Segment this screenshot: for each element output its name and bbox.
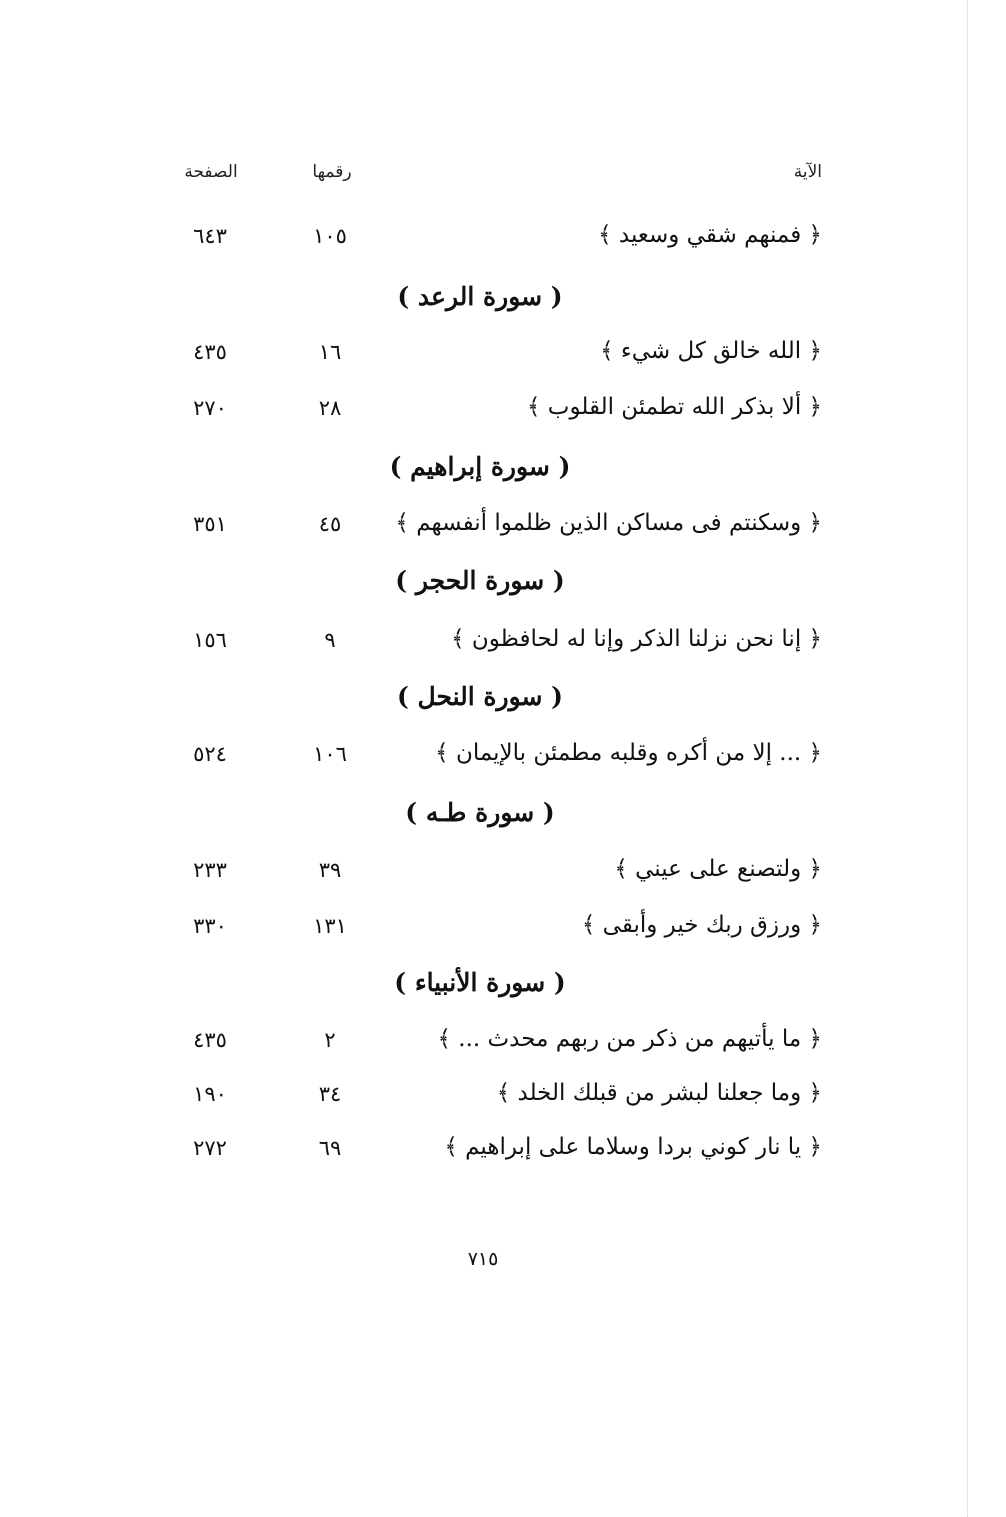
table-row xyxy=(0,1026,1006,1066)
page-reference: ٣٣٠ xyxy=(193,914,227,938)
table-row xyxy=(0,510,1006,550)
page-reference: ٤٣٥ xyxy=(193,1028,227,1052)
page-reference: ٢٣٣ xyxy=(193,858,227,882)
ayah-text: ﴿ ما يأتيهم من ذكر من ربهم محدث ... ﴾ xyxy=(437,1026,822,1052)
table-row xyxy=(0,1080,1006,1120)
table-row xyxy=(0,338,1006,378)
table-row xyxy=(0,222,1006,262)
scan-edge-line xyxy=(967,0,968,1517)
table-row xyxy=(0,626,1006,666)
page-reference: ٢٧٢ xyxy=(193,1136,227,1160)
page-reference: ٣٥١ xyxy=(193,512,227,536)
ayah-number: ١٦ xyxy=(318,340,342,364)
ayah-number: ١٠٥ xyxy=(313,224,347,248)
surah-heading: ( سورة إبراهيم ) xyxy=(389,452,571,481)
page-reference: ٢٧٠ xyxy=(193,396,227,420)
ayah-text: ﴿ وما جعلنا لبشر من قبلك الخلد ﴾ xyxy=(496,1080,822,1106)
ayah-text: ﴿ يا نار كوني بردا وسلاما على إبراهيم ﴾ xyxy=(444,1134,822,1160)
ayah-text: ﴿ الله خالق كل شيء ﴾ xyxy=(600,338,822,364)
table-row xyxy=(0,912,1006,952)
column-header-number: رقمها xyxy=(312,162,352,182)
page-reference: ١٥٦ xyxy=(193,628,227,652)
surah-heading: ( سورة الأنبياء ) xyxy=(394,968,566,997)
ayah-text: ﴿ ... إلا من أكره وقلبه مطمئن بالإيمان ﴾ xyxy=(435,740,822,766)
table-row xyxy=(0,856,1006,896)
ayah-text: ﴿ وسكنتم فى مساكن الذين ظلموا أنفسهم ﴾ xyxy=(395,510,822,536)
table-row xyxy=(0,394,1006,434)
ayah-text: ﴿ ألا بذكر الله تطمئن القلوب ﴾ xyxy=(527,394,822,420)
ayah-number: ٣٤ xyxy=(318,1082,342,1106)
ayah-number: ٢ xyxy=(324,1028,336,1052)
ayah-text: ﴿ فمنهم شقي وسعيد ﴾ xyxy=(598,222,822,248)
ayah-number: ٢٨ xyxy=(318,396,342,420)
surah-heading: ( سورة طـه ) xyxy=(405,798,555,827)
page-reference: ٥٢٤ xyxy=(193,742,227,766)
table-row xyxy=(0,740,1006,780)
column-header-ayah: الآية xyxy=(793,162,822,182)
surah-heading: ( سورة النحل ) xyxy=(397,682,563,711)
ayah-text: ﴿ ولتصنع على عيني ﴾ xyxy=(614,856,822,882)
surah-heading: ( سورة الرعد ) xyxy=(397,282,563,311)
ayah-number: ٣٩ xyxy=(318,858,342,882)
surah-heading: ( سورة الحجر ) xyxy=(395,566,565,595)
page-reference: ٦٤٣ xyxy=(193,224,227,248)
ayah-number: ٤٥ xyxy=(318,512,342,536)
page-reference: ٤٣٥ xyxy=(193,340,227,364)
ayah-number: ٩ xyxy=(324,628,336,652)
ayah-text: ﴿ إنا نحن نزلنا الذكر وإنا له لحافظون ﴾ xyxy=(451,626,822,652)
page-reference: ١٩٠ xyxy=(193,1082,227,1106)
column-header-page: الصفحة xyxy=(184,162,238,182)
ayah-number: ١٣١ xyxy=(313,914,347,938)
table-row xyxy=(0,1134,1006,1174)
ayah-number: ١٠٦ xyxy=(313,742,347,766)
ayah-text: ﴿ ورزق ربك خير وأبقى ﴾ xyxy=(581,912,822,938)
page-number: ٧١٥ xyxy=(467,1248,499,1270)
ayah-number: ٦٩ xyxy=(318,1136,342,1160)
